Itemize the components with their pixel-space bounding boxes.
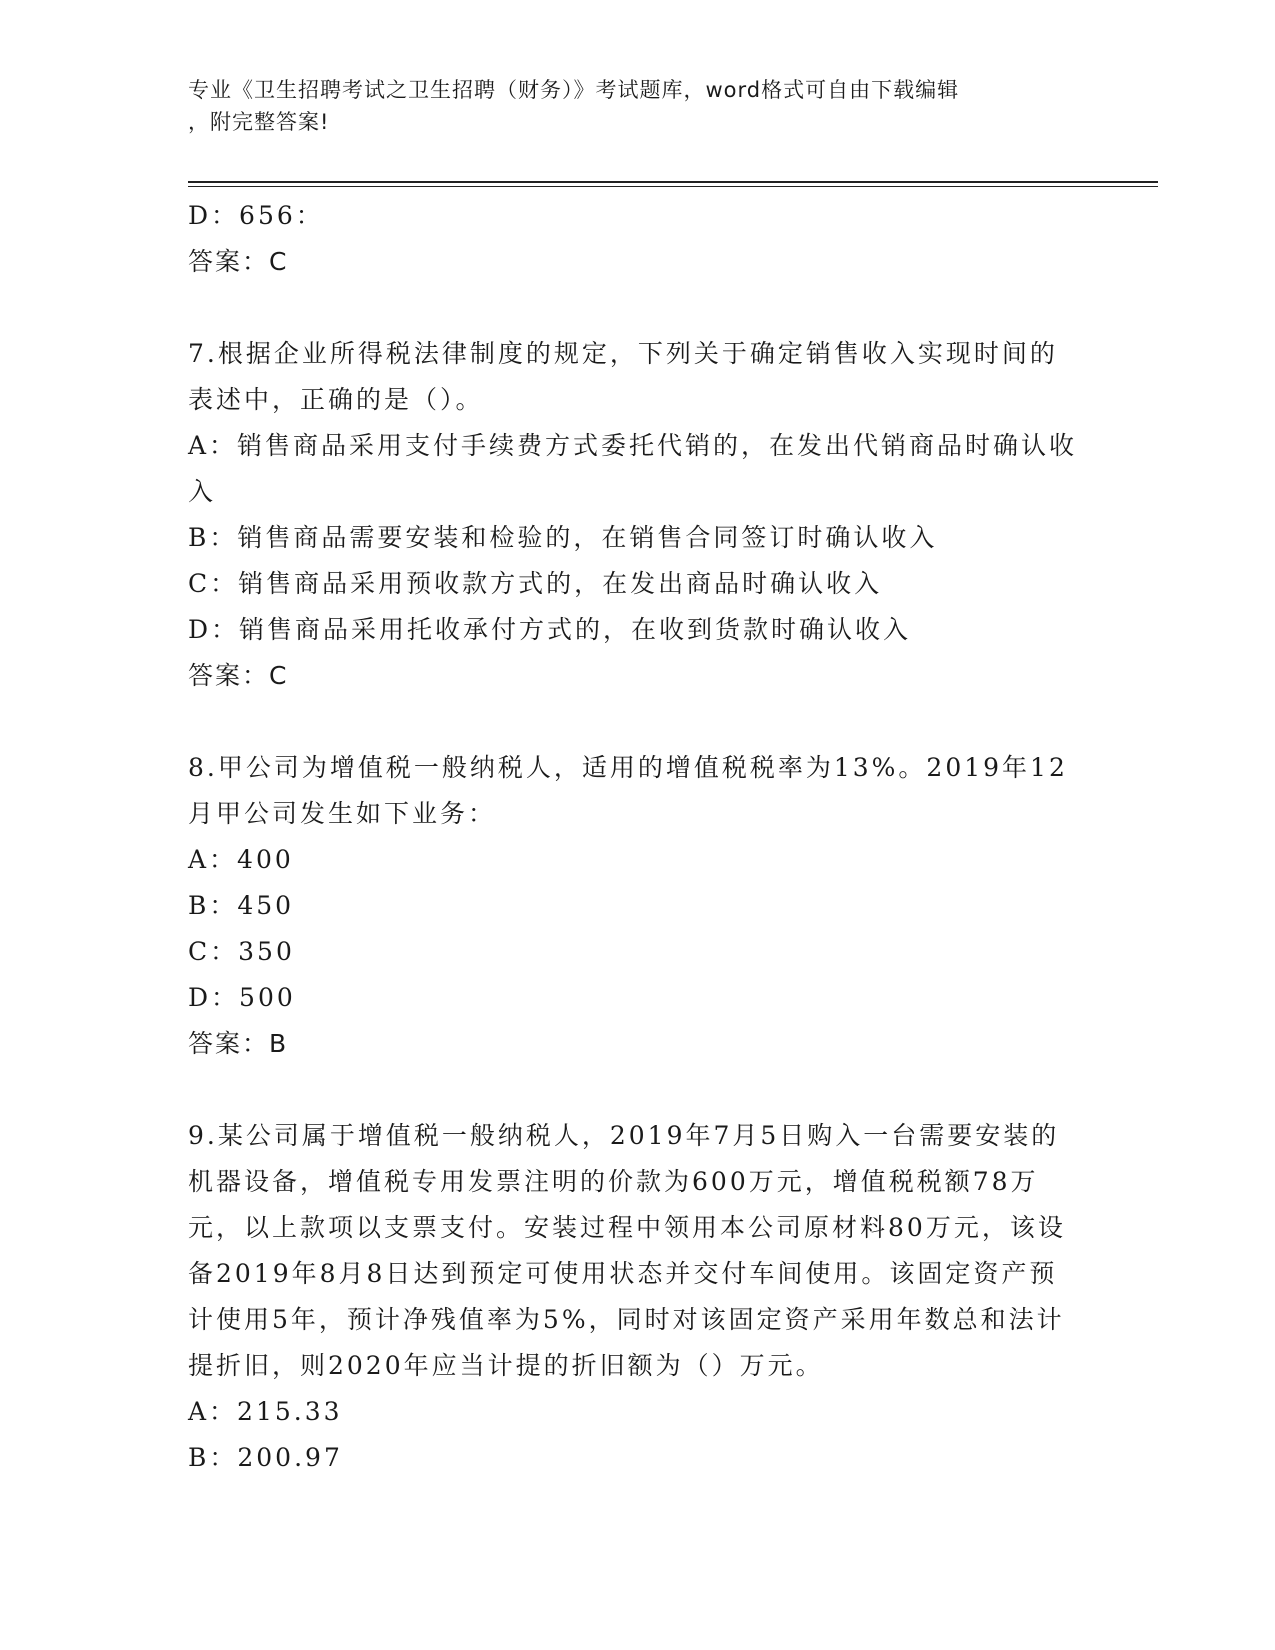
option-d: D：500	[188, 983, 296, 1012]
option-c: C：350	[188, 937, 295, 966]
question-7	[188, 331, 1078, 699]
answer-line: 答案：B	[188, 1029, 289, 1058]
previous-question-tail	[188, 193, 1078, 285]
question-stem: 9.某公司属于增值税一般纳税人，2019年7月5日购入一台需要安装的机器设备，增值税专用发票注明的价款为600万元，增值税税额78万元，以上款项以支票支付。安装过程中领用本公司原材料80万元，该设备2019年8月8日达到预定可使用状态并交付车间使用。该固定资产预计使用5年，预计净残值率为5%，同时对该固定资产采用年数总和法计提折旧，则2020年应当计提的折旧额为（）万元。	[188, 1121, 1066, 1380]
question-8	[188, 745, 1078, 1067]
header-line-1: 专业《卫生招聘考试之卫生招聘（财务）》考试题库，word格式可自由下载编辑	[188, 78, 960, 102]
option-d: D：656：	[188, 201, 324, 230]
exam-content	[188, 193, 1078, 1481]
question-9	[188, 1113, 1078, 1481]
option-d: D：销售商品采用托收承付方式的，在收到货款时确认收入	[188, 615, 912, 644]
option-b: B：450	[188, 891, 295, 920]
answer-line: 答案：C	[188, 247, 289, 276]
option-b: B：销售商品需要安装和检验的，在销售合同签订时确认收入	[188, 523, 938, 552]
header-divider-thick	[188, 181, 1158, 183]
answer-line: 答案：C	[188, 661, 289, 690]
question-stem: 8.甲公司为增值税一般纳税人，适用的增值税税率为13%。2019年12月甲公司发生如下业务：	[188, 753, 1068, 828]
option-a: A：400	[188, 845, 294, 874]
header-line-2: ，附完整答案!	[188, 110, 330, 134]
option-a: A：销售商品采用支付手续费方式委托代销的，在发出代销商品时确认收入	[188, 431, 1078, 506]
option-c: C：销售商品采用预收款方式的，在发出商品时确认收入	[188, 569, 883, 598]
option-a: A：215.33	[188, 1397, 343, 1426]
option-b: B：200.97	[188, 1443, 343, 1472]
header-divider-thin	[188, 186, 1158, 187]
question-stem: 7.根据企业所得税法律制度的规定，下列关于确定销售收入实现时间的表述中，正确的是（）。	[188, 339, 1058, 414]
document-header	[188, 74, 1088, 138]
